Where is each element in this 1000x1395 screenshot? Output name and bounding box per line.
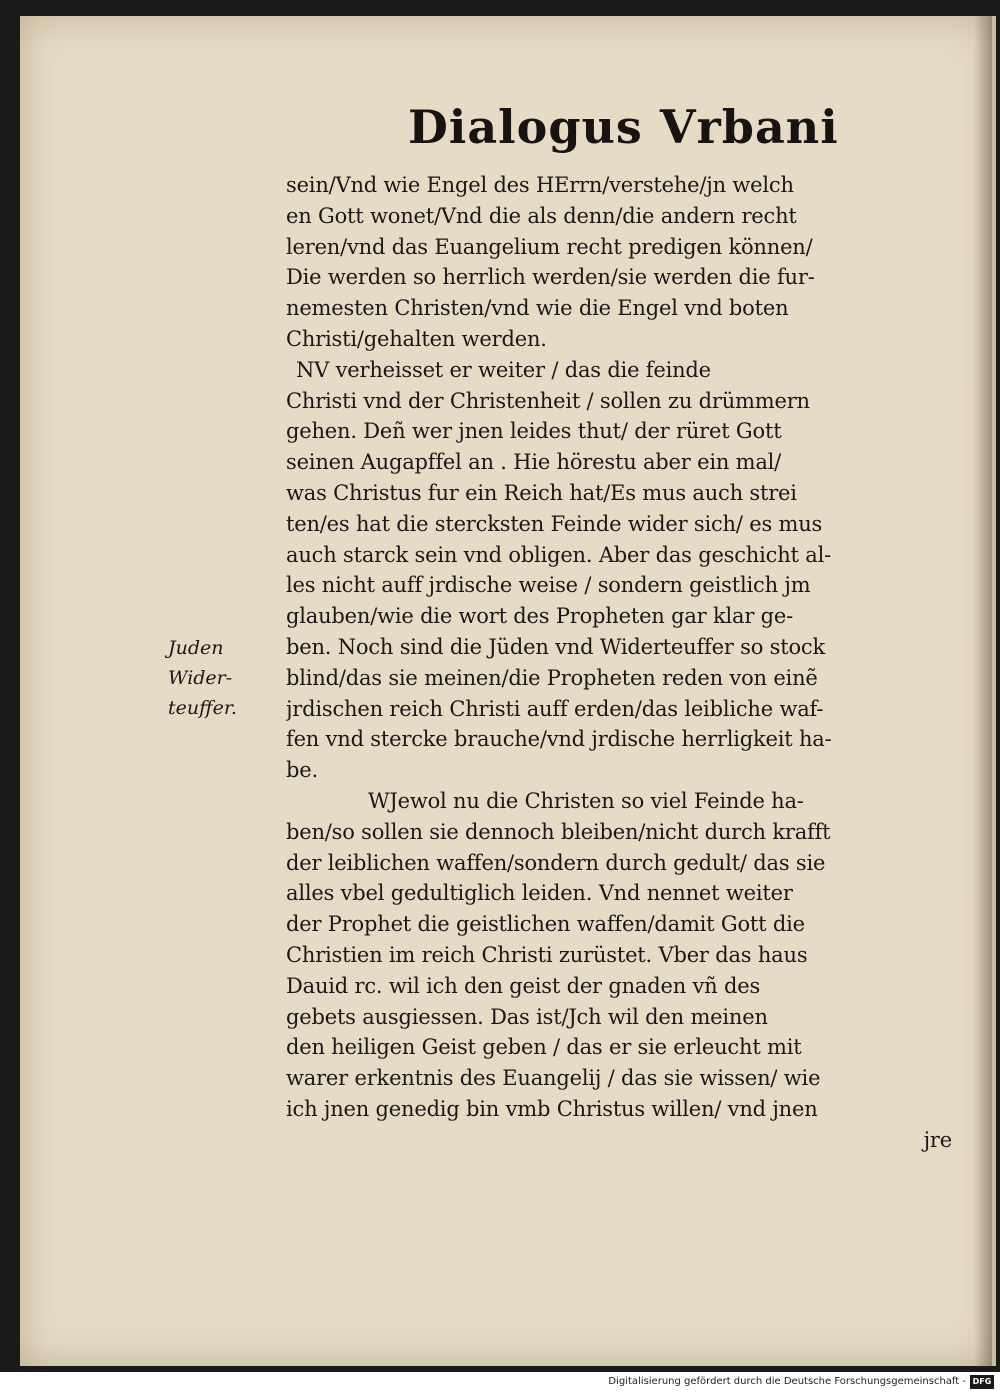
running-head: Dialogus Vrbani — [408, 100, 839, 154]
text-line: Christien im reich Christi zurüstet. Vber das haus — [286, 942, 808, 967]
text-line: NV verheisset er weiter / das die feinde — [296, 357, 711, 382]
text-line: was Christus fur ein Reich hat/Es mus auch strei — [286, 480, 797, 505]
text-line: jrdischen reich Christi auff erden/das leibliche waf- — [286, 696, 824, 721]
margin-note-line: teuffer. — [168, 697, 237, 719]
text-line: warer erkentnis des Euangelij / das sie wissen/ wie — [286, 1066, 821, 1091]
text-line: ich jnen genedig bin vmb Christus willen/ vnd jnen — [286, 1096, 818, 1121]
text-line: sein/Vnd wie Engel des HErrn/verstehe/jn welch — [286, 173, 794, 197]
dfg-logo: DFG — [970, 1375, 994, 1389]
margin-note-line: Juden — [168, 637, 224, 659]
footer-credit-text: Digitalisierung gefördert durch die Deutsche Forschungsgemeinschaft - — [608, 1376, 966, 1387]
digitization-footer — [0, 1372, 1000, 1395]
text-line: blind/das sie meinen/die Propheten reden von einẽ — [286, 665, 818, 690]
text-line: leren/vnd das Euangelium recht predigen können/ — [286, 234, 813, 259]
text-line: be. — [286, 758, 318, 783]
gutter-shadow — [974, 16, 992, 1366]
text-line: auch starck sein vnd obligen. Aber das geschicht al- — [286, 542, 831, 567]
text-line: ben/so sollen sie dennoch bleiben/nicht durch krafft — [286, 819, 831, 844]
text-line: der Prophet die geistlichen waffen/damit Gott die — [286, 912, 805, 937]
text-line: den heiligen Geist geben / das er sie erleucht mit — [286, 1035, 802, 1060]
text-line: nemesten Christen/vnd wie die Engel vnd boten — [286, 296, 789, 321]
text-line: gebets ausgiessen. Das ist/Jch wil den meinen — [286, 1004, 768, 1029]
text-line: ben. Noch sind die Jüden vnd Widerteuffer so stock — [286, 634, 826, 659]
text-line: Die werden so herrlich werden/sie werden die fur- — [286, 265, 815, 290]
text-line: jre — [923, 1127, 952, 1152]
text-line: glauben/wie die wort des Propheten gar klar ge- — [286, 604, 794, 629]
text-line: WJewol nu die Christen so viel Feinde ha- — [368, 788, 804, 813]
text-line: alles vbel gedultiglich leiden. Vnd nennet weiter — [286, 881, 793, 906]
margin-note — [168, 633, 278, 723]
body-text — [286, 170, 952, 1156]
text-line: Christi vnd der Christenheit / sollen zu drümmern — [286, 388, 810, 413]
text-line: les nicht auff jrdische weise / sondern geistlich jm — [286, 573, 811, 598]
text-line: seinen Augapffel an . Hie hörestu aber ein mal/ — [286, 450, 782, 475]
text-line: ten/es hat die stercksten Feinde wider sich/ es mus — [286, 511, 823, 536]
text-line: der leiblichen waffen/sondern durch gedult/ das sie — [286, 850, 826, 875]
text-line: Dauid rc. wil ich den geist der gnaden vñ des — [286, 973, 761, 998]
text-line: Christi/gehalten werden. — [286, 326, 547, 351]
text-line: en Gott wonet/Vnd die als denn/die andern recht — [286, 203, 797, 228]
text-line: fen vnd stercke brauche/vnd jrdische herrligkeit ha- — [286, 727, 832, 752]
margin-note-line: Wider- — [168, 667, 233, 689]
text-line: gehen. Deñ wer jnen leides thut/ der rüret Gott — [286, 419, 782, 444]
